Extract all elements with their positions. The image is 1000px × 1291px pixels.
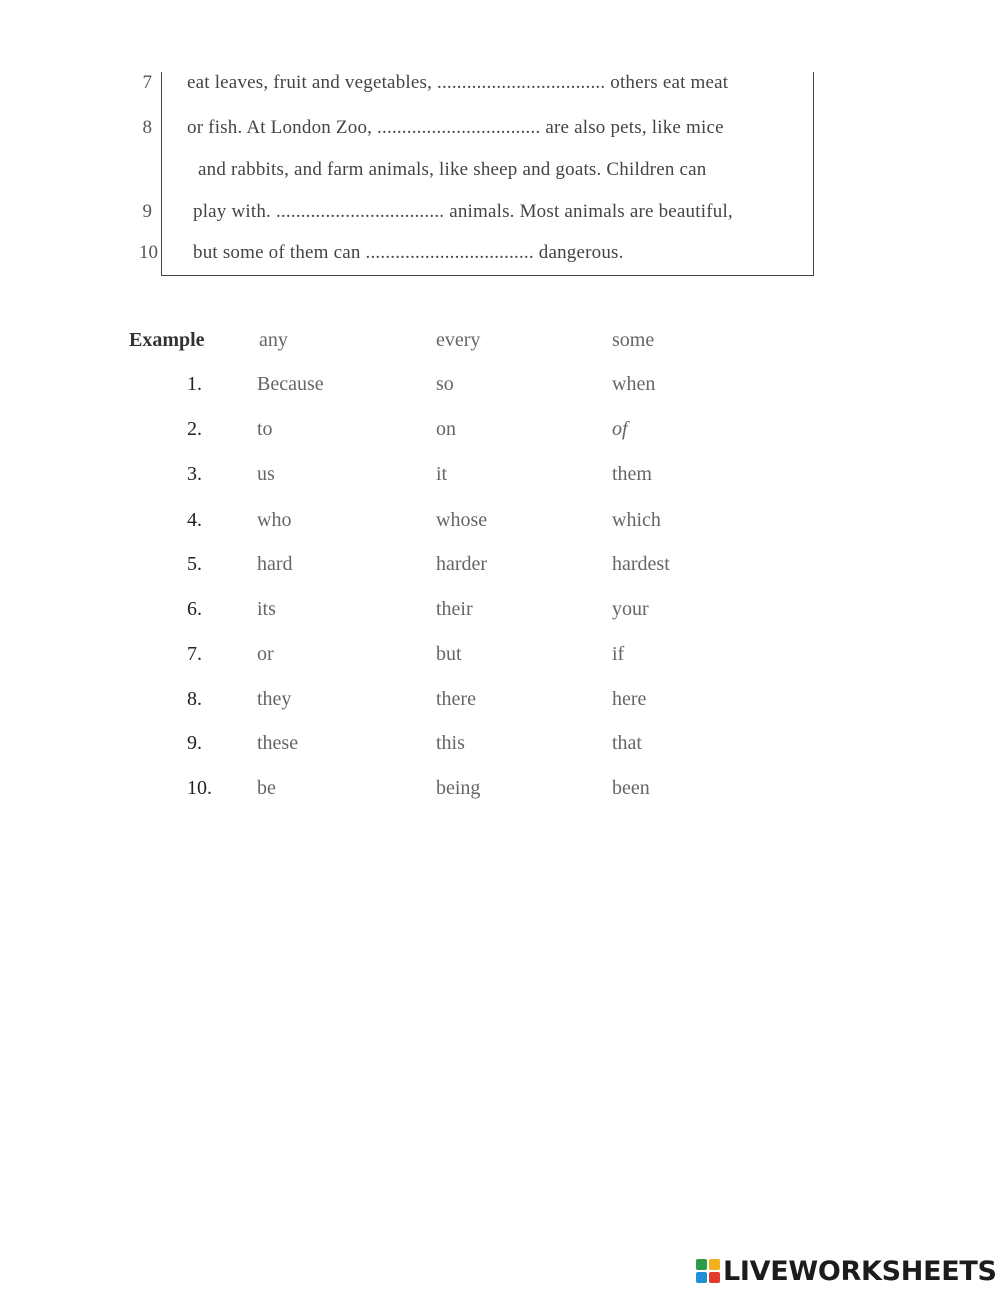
example-row — [0, 329, 1000, 369]
table-row — [0, 777, 1000, 817]
option-cell[interactable]: them — [612, 463, 652, 485]
row-number: 4. — [187, 509, 202, 531]
row-number: 7. — [187, 643, 202, 665]
passage-line: or fish. At London Zoo, ................................. are also pets, like mice — [187, 117, 724, 138]
logo-square — [696, 1272, 707, 1283]
option-cell: some — [612, 329, 655, 351]
option-cell[interactable]: that — [612, 732, 642, 754]
passage-line: and rabbits, and farm animals, like sheep and goats. Children can — [198, 159, 707, 180]
line-number: 7 — [142, 72, 152, 93]
table-row — [0, 553, 1000, 593]
table-row — [0, 373, 1000, 413]
option-cell[interactable]: they — [257, 688, 292, 710]
option-cell[interactable]: here — [612, 688, 647, 710]
liveworksheets-logo — [696, 1254, 997, 1288]
logo-text: LIVEWORKSHEETS — [723, 1255, 997, 1287]
row-number: 8. — [187, 688, 202, 710]
row-number: 5. — [187, 553, 202, 575]
option-cell[interactable]: been — [612, 777, 650, 799]
option-cell[interactable]: but — [436, 643, 462, 665]
logo-square — [709, 1259, 720, 1270]
option-cell[interactable]: which — [612, 509, 661, 531]
option-cell[interactable]: of — [612, 418, 628, 440]
row-number: 10. — [187, 777, 212, 799]
row-number: 3. — [187, 463, 202, 485]
option-cell[interactable]: be — [257, 777, 276, 799]
option-cell[interactable]: on — [436, 418, 456, 440]
option-cell[interactable]: harder — [436, 553, 488, 575]
option-cell[interactable]: if — [612, 643, 625, 665]
option-cell[interactable]: its — [257, 598, 276, 620]
table-row — [0, 643, 1000, 683]
option-cell[interactable]: whose — [436, 509, 488, 531]
example-label: Example — [129, 329, 205, 351]
passage-line: play with. .................................. animals. Most animals are beautiful, — [193, 201, 733, 222]
option-cell[interactable]: it — [436, 463, 448, 485]
table-row — [0, 418, 1000, 458]
option-cell[interactable]: to — [257, 418, 273, 440]
row-number: 9. — [187, 732, 202, 754]
option-cell[interactable]: or — [257, 643, 274, 665]
option-cell[interactable]: your — [612, 598, 649, 620]
option-cell[interactable]: hard — [257, 553, 293, 575]
row-number: 6. — [187, 598, 202, 620]
table-row — [0, 688, 1000, 728]
option-cell: every — [436, 329, 481, 351]
option-cell[interactable]: when — [612, 373, 656, 395]
row-number: 1. — [187, 373, 202, 395]
passage-line: eat leaves, fruit and vegetables, .................................. others eat meat — [187, 72, 729, 93]
option-cell[interactable]: so — [436, 373, 454, 395]
row-number: 2. — [187, 418, 202, 440]
option-cell[interactable]: being — [436, 777, 481, 799]
option-cell: any — [259, 329, 288, 351]
logo-square — [709, 1272, 720, 1283]
table-row — [0, 732, 1000, 772]
line-number: 8 — [142, 117, 152, 138]
table-row — [0, 598, 1000, 638]
option-cell[interactable]: these — [257, 732, 299, 754]
option-cell[interactable]: who — [257, 509, 292, 531]
logo-square — [696, 1259, 707, 1270]
liveworksheets-logo-icon — [696, 1259, 720, 1283]
option-cell[interactable]: this — [436, 732, 465, 754]
option-cell[interactable]: hardest — [612, 553, 670, 575]
table-row — [0, 509, 1000, 549]
line-number: 10 — [139, 242, 158, 263]
option-cell[interactable]: us — [257, 463, 275, 485]
option-cell[interactable]: their — [436, 598, 473, 620]
passage-line: but some of them can .................................. dangerous. — [193, 242, 624, 263]
line-number: 9 — [142, 201, 152, 222]
option-cell[interactable]: there — [436, 688, 476, 710]
table-row — [0, 463, 1000, 503]
option-cell[interactable]: Because — [257, 373, 324, 395]
